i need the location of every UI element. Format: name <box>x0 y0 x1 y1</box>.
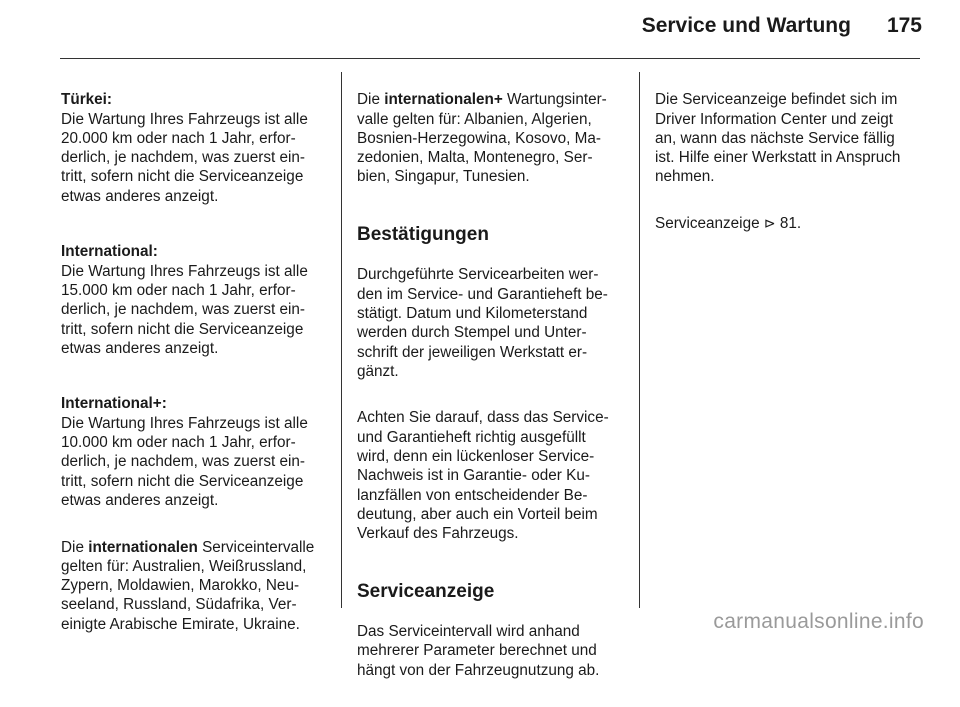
turkey-label: Türkei: <box>61 91 112 109</box>
international-plus-section <box>61 394 336 510</box>
intervals-paragraph <box>61 538 336 634</box>
reference-page: 81. <box>779 215 802 233</box>
footer-watermark: carmanualsonline.info <box>713 610 924 633</box>
intervals-bold: internationalen <box>88 538 198 556</box>
column-divider-right <box>639 72 640 608</box>
page-title: Service und Wartung <box>641 14 851 37</box>
international-label: International: <box>61 243 158 261</box>
international-section <box>61 242 336 358</box>
intervals-plus-bold: internationalen+ <box>384 91 503 109</box>
header-rule <box>60 58 920 59</box>
international-plus-text: Die Wartung Ihres Fahrzeugs ist alle 10.000 km oder nach 1 Jahr, erfor- derlich, je nachdem, was zuerst ein- tritt, sofern nicht die Serviceanzeige etwas anderes anzeigt. <box>61 414 308 509</box>
column-divider-left <box>341 72 342 608</box>
international-text: Die Wartung Ihres Fahrzeugs ist alle 15.000 km oder nach 1 Jahr, erfor- derlich, je nachdem, was zuerst ein- tritt, sofern nicht die Serviceanzeige etwas anderes anzeigt. <box>61 262 308 357</box>
page-number: 175 <box>886 14 922 37</box>
intervals-plus-prefix: Die <box>357 91 385 109</box>
page-header <box>642 14 922 38</box>
cross-reference[interactable] <box>655 214 930 234</box>
confirmations-text: Durchgeführte Servicearbeiten wer- den im Service- und Garantieheft be- stätigt. Datum und Kilometerstand werden durch Stempel und Unter- schrift der jeweiligen Werkstatt er- gänzt. <box>357 266 608 380</box>
reference-label: Serviceanzeige <box>655 215 760 233</box>
reference-arrow-icon: ⊳ <box>763 216 776 233</box>
turkey-text: Die Wartung Ihres Fahrzeugs ist alle 20.000 km oder nach 1 Jahr, erfor- derlich, je nachdem, was zuerst ein- tritt, sofern nicht die Serviceanzeige etwas anderes anzeigt. <box>61 110 308 205</box>
text-column-3 <box>655 71 930 262</box>
note-text: Achten Sie darauf, dass das Service- und Garantieheft richtig ausgefüllt wird, denn ein lückenloser Service- Nachweis ist in Garantie- oder Ku- lanzfällen von entscheidender Be- deutung, aber auch ein Vorteil beim Verkauf des Fahrzeugs. <box>357 409 609 543</box>
service-display-text: Das Serviceintervall wird anhand mehrerer Parameter berechnet und hängt von der Fahrzeugnutzung ab. <box>357 623 600 679</box>
intervals-plus-paragraph <box>357 90 632 186</box>
turkey-section <box>61 90 336 206</box>
display-text: Die Serviceanzeige befindet sich im Driver Information Center und zeigt an, wann das nächste Service fällig ist. Hilfe einer Werkstatt in Anspruch nehmen. <box>655 91 901 186</box>
intervals-plus-text: Wartungsinter- valle gelten für: Albanien, Algerien, Bosnien-Herzegowina, Kosovo, Ma- zedonien, Malta, Montenegro, Ser- bien, Singapur, Tunesien. <box>357 91 607 186</box>
intervals-text: Serviceintervalle gelten für: Australien, Weißrussland, Zypern, Moldawien, Marokko, Neu- seeland, Russland, Südafrika, Ver- einigte Arabische Emirate, Ukraine. <box>61 538 315 633</box>
international-plus-label: International+: <box>61 395 167 413</box>
text-column-2 <box>357 71 632 707</box>
text-column-1 <box>61 71 336 661</box>
service-display-heading: Serviceanzeige <box>357 580 495 602</box>
confirmations-heading: Bestätigungen <box>357 224 489 246</box>
intervals-prefix: Die <box>61 538 89 556</box>
